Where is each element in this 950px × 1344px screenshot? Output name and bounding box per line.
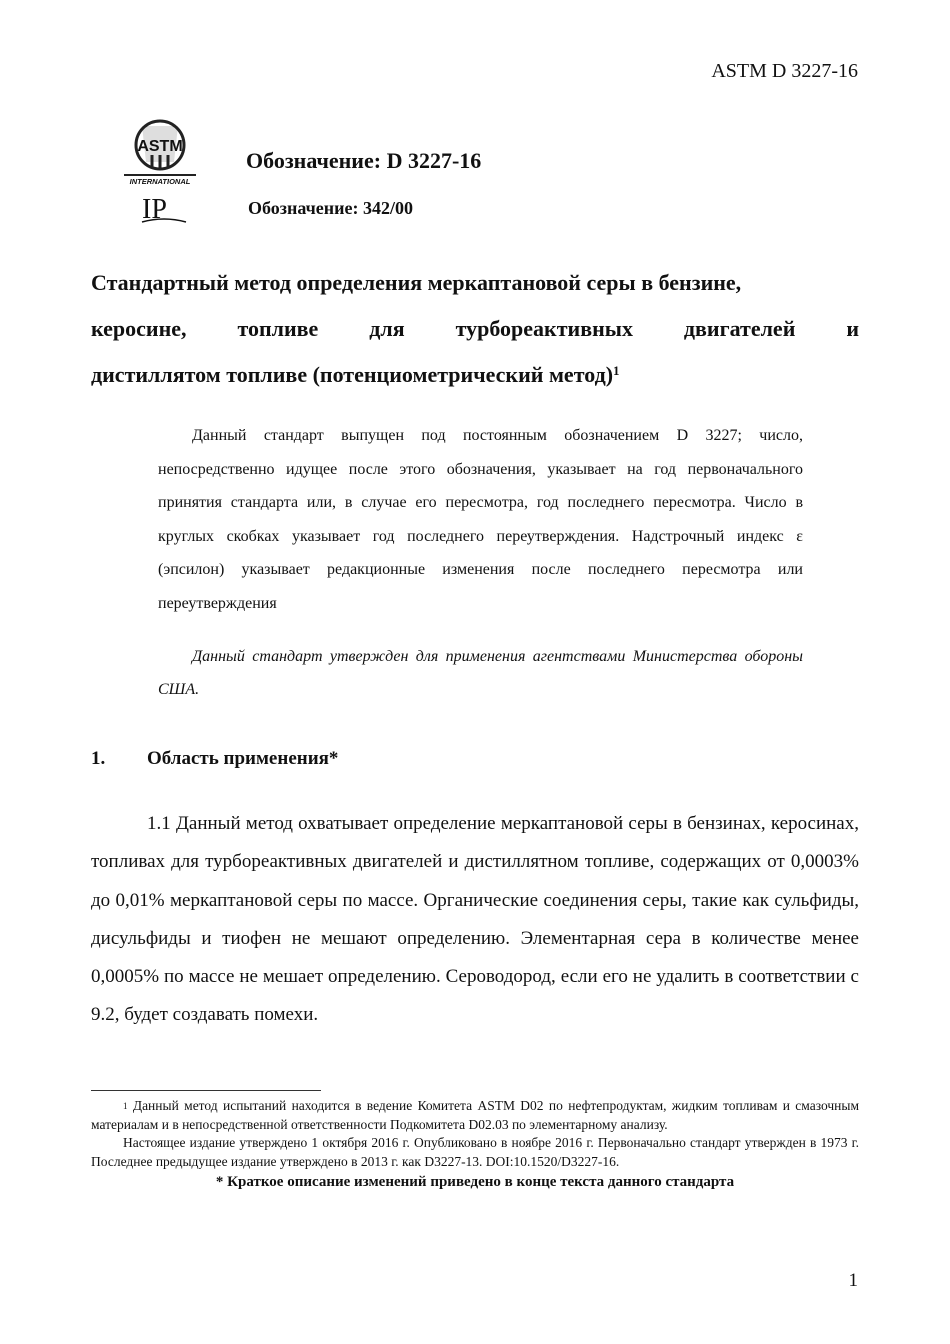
ip-logo-icon (140, 192, 188, 224)
astm-logo-subtext: INTERNATIONAL (129, 177, 191, 186)
footnote-1 (91, 1097, 859, 1134)
footnote-1-mark: 1 (123, 1101, 128, 1111)
designation-secondary: Обозначение: 342/00 (248, 198, 414, 218)
standard-notice (158, 419, 803, 620)
astm-logo-text: ASTM (137, 138, 183, 155)
astm-logo-icon (122, 118, 198, 186)
title-footnote-mark: 1 (613, 363, 620, 378)
footnote-divider (91, 1090, 321, 1091)
designation-primary: Обозначение: D 3227-16 (246, 148, 482, 173)
section-1-number: 1. (91, 748, 106, 769)
section-1-heading (91, 748, 338, 770)
document-title (91, 260, 859, 398)
footnotes (91, 1097, 859, 1192)
ip-logo-text: IP (142, 194, 167, 224)
footnote-2: Настоящее издание утверждено 1 октября 2016 г. Опубликовано в ноябре 2016 г. Первоначально стандарт утвержден в 1973 г. Последнее предыдущее издание утверждено в 2013 г. как D3227-13. DOI:10.1520/D3227-16. (91, 1135, 859, 1169)
dod-approval-note: Данный стандарт утвержден для применения агентствами Министерства обороны США. (158, 648, 803, 698)
title-line-2: керосине, топливе для турбореактивных двигателей и (91, 316, 859, 341)
title-line-1: Стандартный метод определения меркаптановой серы в бензине, (91, 270, 742, 295)
notice-text: Данный стандарт выпущен под постоянным обозначением D 3227; число, непосредственно идущее после этого обозначения, указывает на год первоначального принятия стандарта или, в случае его пересмотра, год последнего пересмотра. Число в круглых скобках указывает год последнего переутверждения. Надстрочный индекс ε (эпсилон) указывает редакционные изменения после последнего пересмотра или переутверждения (158, 427, 803, 612)
document-code-header: ASTM D 3227-16 (711, 60, 858, 82)
title-line-3 (91, 352, 859, 398)
paragraph-1-1: 1.1 Данный метод охватывает определение меркаптановой серы в бензинах, керосинах, топливах для турбореактивных двигателей и дистиллятном топливе, содержащих от 0,0003% до 0,01% меркаптановой серы по массе. Органические соединения серы, такие как сульфиды, дисульфиды и тиофен не мешают определению. Элементарная сера в количестве менее 0,0005% по массе не мешает определению. Сероводород, если его не удалить в соответствии с 9.2, будет создавать помехи. (91, 813, 859, 1026)
page-number: 1 (848, 1270, 858, 1291)
footnote-1-text: Данный метод испытаний находится в ведение Комитета ASTM D02 по нефтепродуктам, жидким топливам и смазочным материалам и в непосредственной ответственности Подкомитета D02.03 по элементарному анализу. (91, 1098, 860, 1132)
title-line-3-text: дистиллятом топливе (потенциометрический метод) (91, 362, 614, 387)
section-1-title: Область применения* (147, 748, 339, 769)
changes-summary-note: * Краткое описание изменений приведено в конце текста данного стандарта (215, 1174, 735, 1190)
